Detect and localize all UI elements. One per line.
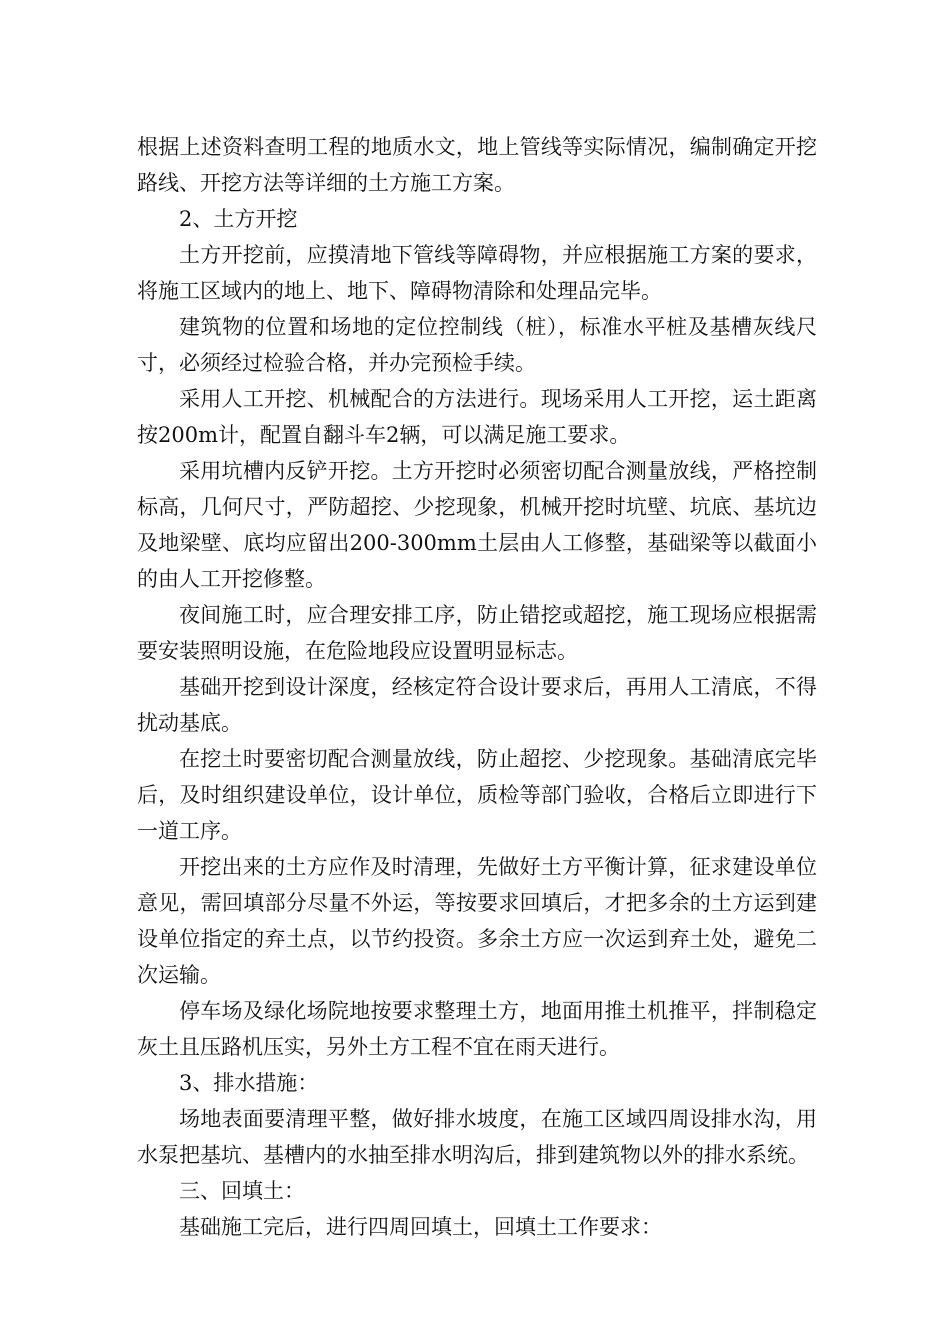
section-heading-earthwork-excavation: 2、土方开挖 (179, 207, 298, 231)
section-heading-backfill: 三、回填土： (179, 1179, 305, 1203)
paragraph: 基础开挖到设计深度，经核定符合设计要求后，再用人工清底，不得扰动基底。 (137, 675, 817, 735)
document-body (137, 129, 817, 1245)
paragraph: 采用坑槽内反铲开挖。土方开挖时必须密切配合测量放线，严格控制标高，几何尺寸，严防超挖、少挖现象，机械开挖时坑壁、坑底、基坑边及地梁壁、底均应留出200-300mm土层由人工修整，基础梁等以截面小的由人工开挖修整。 (137, 459, 817, 591)
paragraph: 夜间施工时，应合理安排工序，防止错挖或超挖，施工现场应根据需要安装照明设施，在危险地段应设置明显标志。 (137, 603, 817, 663)
section-heading-drainage-measures: 3、排水措施： (179, 1071, 319, 1095)
paragraph: 建筑物的位置和场地的定位控制线（桩），标准水平桩及基槽灰线尺寸，必须经过检验合格，并办完预检手续。 (137, 315, 817, 375)
paragraph: 根据上述资料查明工程的地质水文，地上管线等实际情况，编制确定开挖路线、开挖方法等详细的土方施工方案。 (137, 135, 817, 195)
paragraph: 土方开挖前，应摸清地下管线等障碍物，并应根据施工方案的要求，将施工区域内的地上、地下、障碍物清除和处理品完毕。 (137, 243, 817, 303)
paragraph: 在挖土时要密切配合测量放线，防止超挖、少挖现象。基础清底完毕后，及时组织建设单位，设计单位，质检等部门验收，合格后立即进行下一道工序。 (137, 747, 817, 843)
paragraph: 场地表面要清理平整，做好排水坡度，在施工区域四周设排水沟，用水泵把基坑、基槽内的水抽至排水明沟后，排到建筑物以外的排水系统。 (137, 1107, 817, 1167)
paragraph: 采用人工开挖、机械配合的方法进行。现场采用人工开挖，运土距离按200m计，配置自翻斗车2辆，可以满足施工要求。 (137, 387, 817, 447)
paragraph: 停车场及绿化场院地按要求整理土方，地面用推土机推平，拌制稳定灰土且压路机压实，另外土方工程不宜在雨天进行。 (137, 999, 817, 1059)
paragraph: 基础施工完后，进行四周回填土，回填土工作要求： (179, 1215, 662, 1239)
paragraph: 开挖出来的土方应作及时清理，先做好土方平衡计算，征求建设单位意见，需回填部分尽量不外运，等按要求回填后，才把多余的土方运到建设单位指定的弃土点，以节约投资。多余土方应一次运到弃土处，避免二次运输。 (137, 855, 817, 987)
